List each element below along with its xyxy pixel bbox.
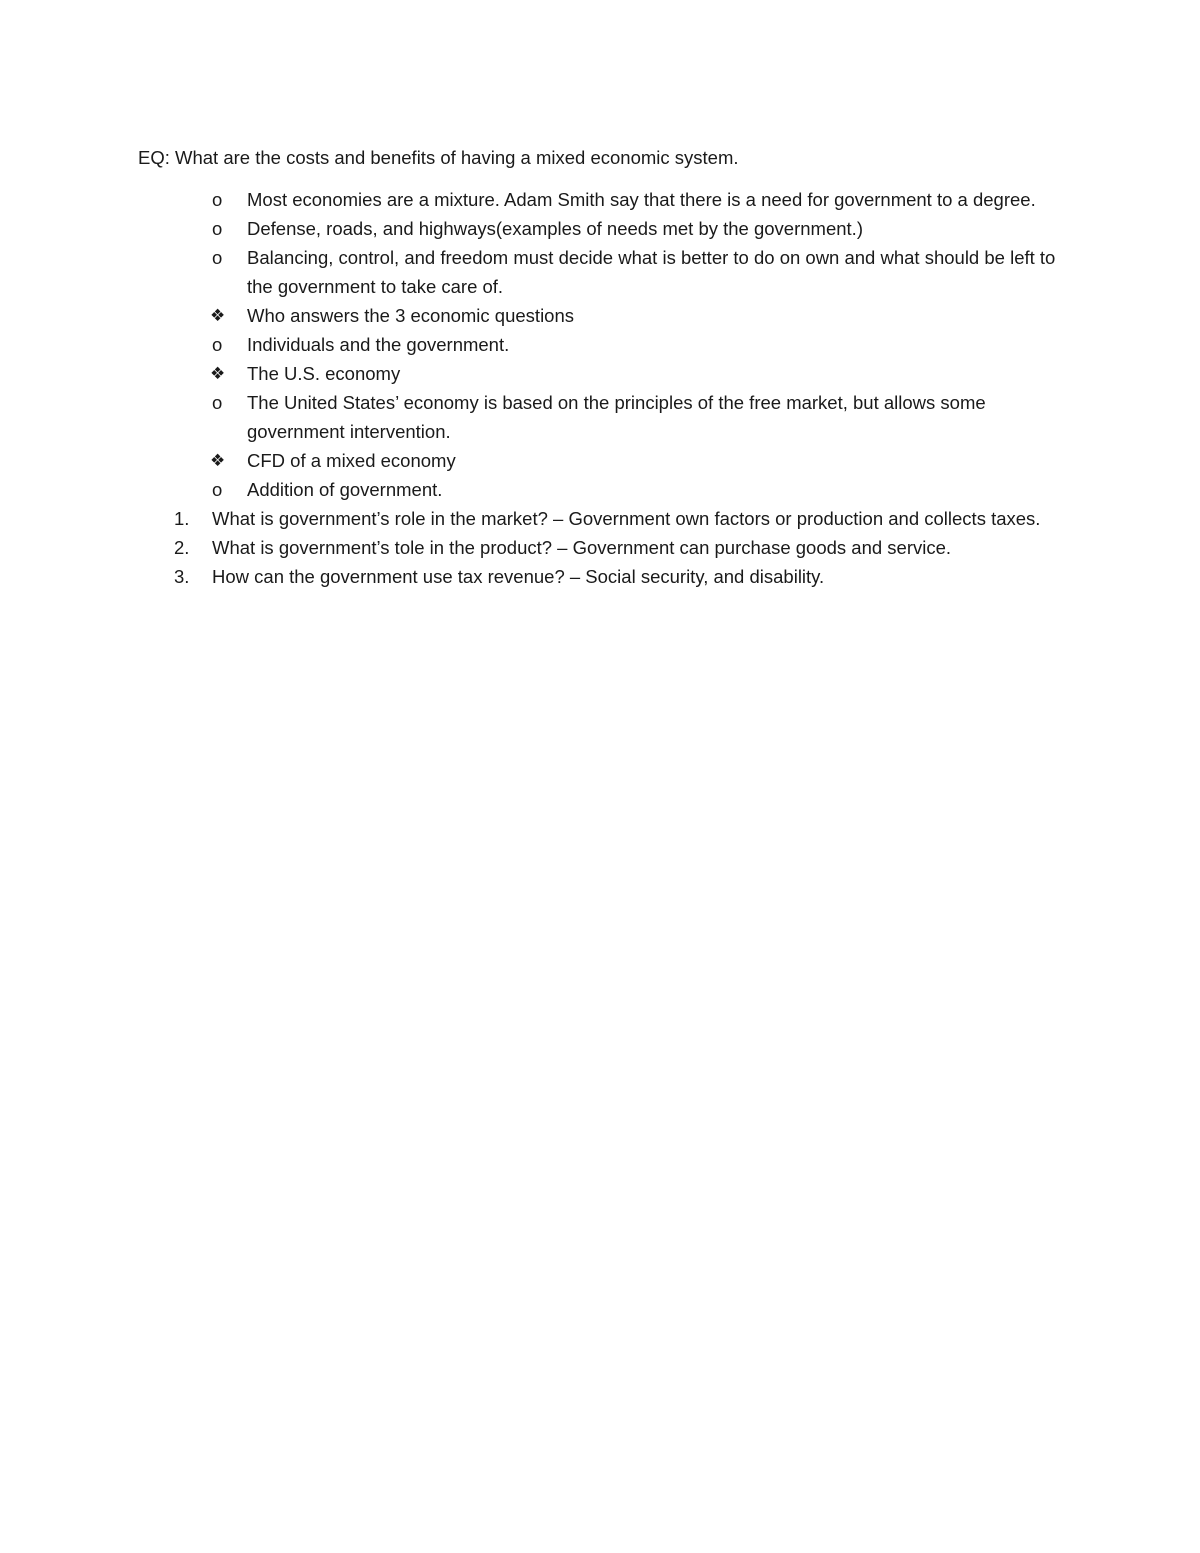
list-item bbox=[0, 185, 1200, 214]
list-item bbox=[0, 475, 1200, 504]
eq-label: EQ: bbox=[138, 147, 170, 168]
list-item bbox=[0, 446, 1200, 475]
diamond-bullet-icon: ❖ bbox=[210, 451, 226, 470]
numbered-item bbox=[0, 504, 1200, 533]
number-marker: 2. bbox=[174, 537, 190, 558]
list-item bbox=[0, 301, 1200, 330]
list-item-text: Addition of government. bbox=[247, 479, 443, 500]
bullet-marker: o bbox=[212, 479, 223, 500]
bullet-marker: o bbox=[212, 334, 223, 355]
list-item bbox=[0, 359, 1200, 388]
bullet-marker: o bbox=[212, 189, 223, 210]
bullet-marker: o bbox=[212, 392, 223, 413]
eq-text: What are the costs and benefits of having a mixed economic system. bbox=[175, 147, 739, 168]
list-item bbox=[0, 214, 1200, 243]
bullet-marker: o bbox=[212, 247, 223, 268]
list-item-text: Defense, roads, and highways(examples of needs met by the government.) bbox=[247, 218, 863, 239]
list-item-text: Most economies are a mixture. Adam Smith say that there is a need for government to a degree. bbox=[247, 189, 1036, 210]
essential-question bbox=[138, 143, 739, 172]
list-item bbox=[0, 330, 1200, 359]
numbered-item-text: How can the government use tax revenue? – Social security, and disability. bbox=[212, 566, 825, 587]
numbered-item bbox=[0, 562, 1200, 591]
list-item-text: Individuals and the government. bbox=[247, 334, 510, 355]
number-marker: 1. bbox=[174, 508, 190, 529]
numbered-item bbox=[0, 533, 1200, 562]
list-item bbox=[0, 388, 1200, 446]
list-item-text: Who answers the 3 economic questions bbox=[247, 305, 575, 326]
numbered-item-text: What is government’s tole in the product? – Government can purchase goods and service. bbox=[212, 537, 952, 558]
numbered-item-text: What is government’s role in the market? – Government own factors or production and collects taxes. bbox=[212, 508, 1041, 529]
list-item-text: The United States’ economy is based on the principles of the free market, but allows some government intervention. bbox=[247, 392, 986, 442]
bullet-marker: o bbox=[212, 218, 223, 239]
diamond-bullet-icon: ❖ bbox=[210, 364, 226, 383]
list-item-text: Balancing, control, and freedom must decide what is better to do on own and what should be left to the government to take care of. bbox=[247, 247, 1056, 297]
diamond-bullet-icon: ❖ bbox=[210, 306, 226, 325]
list-item-text: CFD of a mixed economy bbox=[247, 450, 456, 471]
notes-list bbox=[0, 185, 1200, 591]
list-item bbox=[0, 243, 1200, 301]
number-marker: 3. bbox=[174, 566, 190, 587]
list-item-text: The U.S. economy bbox=[247, 363, 401, 384]
